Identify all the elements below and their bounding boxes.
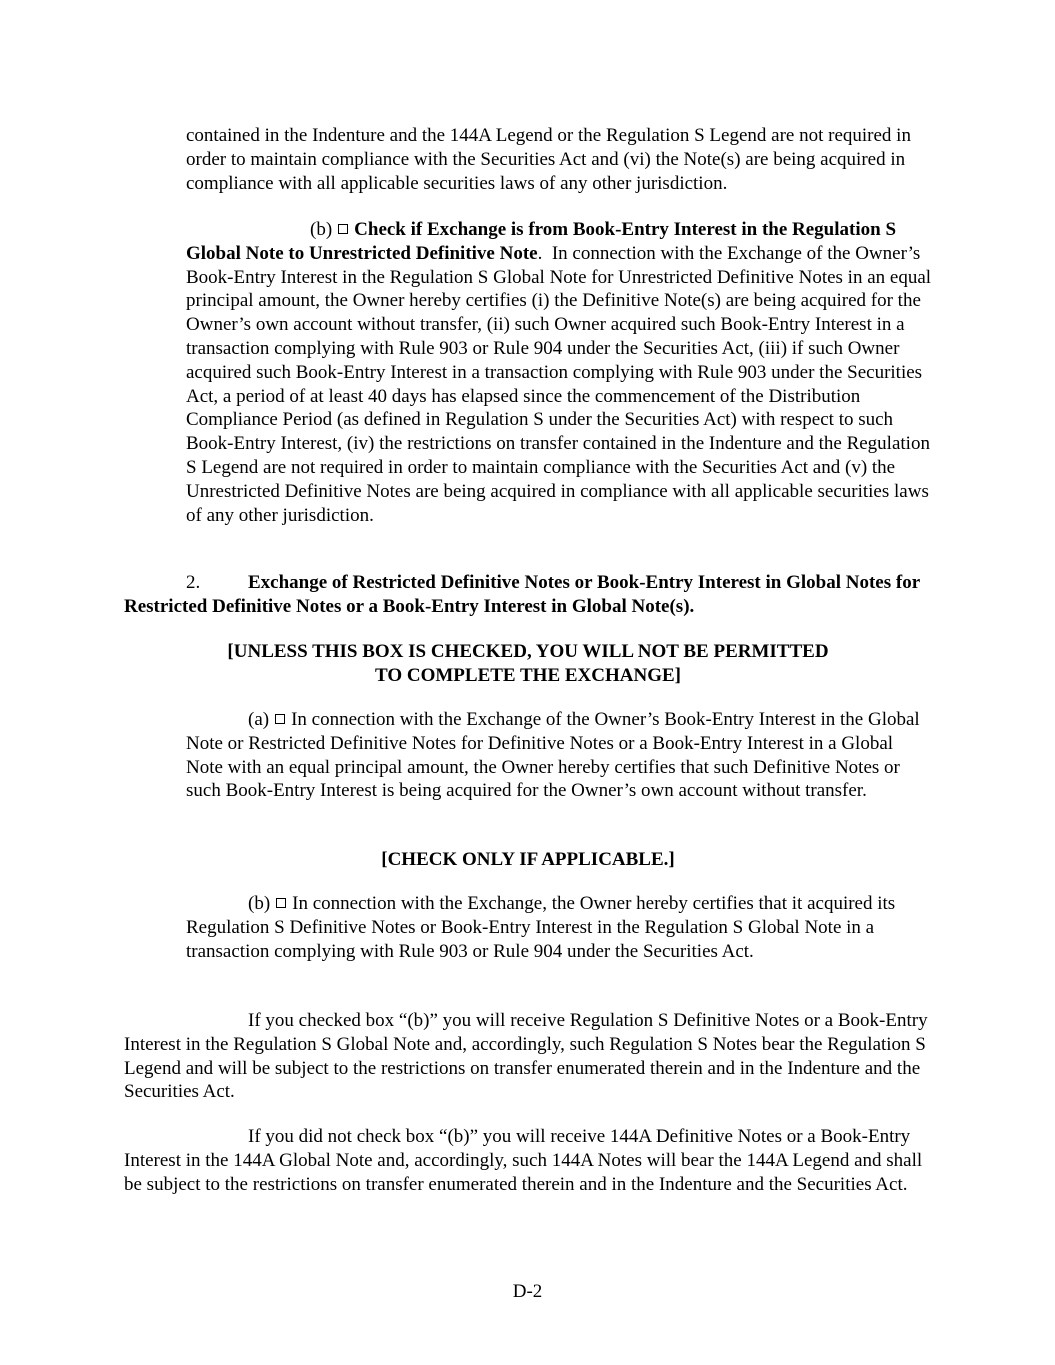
section-1b-heading: Check if Exchange is from Book-Entry Interest in the Regulation S Global Note to Unrestricted Definitive Note — [186, 219, 897, 264]
section-2a-paragraph — [186, 708, 932, 803]
section-2b-label: (b) — [248, 893, 271, 914]
checkbox-empty-icon[interactable] — [338, 224, 348, 234]
section-1b-heading-end: . — [537, 242, 543, 264]
section-2b-body: In connection with the Exchange, the Owner hereby certifies that it acquired its Regulation S Definitive Notes or Book-Entry Interest in the Regulation S Global Note in a transaction complying with Rule 903 or Rule 904 under the Securities Act. — [186, 893, 896, 962]
unless-checked-notice — [124, 640, 932, 688]
checkbox-empty-icon[interactable] — [275, 714, 285, 724]
section-2a-label: (a) — [248, 709, 270, 730]
section-2-heading-paragraph — [124, 571, 932, 619]
section-2-heading: Exchange of Restricted Definitive Notes or Book-Entry Interest in Global Notes for Restricted Definitive Notes or a Book-Entry Interest in Global Note(s). — [124, 572, 920, 617]
section-1b-label: (b) — [310, 219, 333, 240]
continuation-paragraph: contained in the Indenture and the 144A Legend or the Regulation S Legend are not required in order to maintain compliance with the Securities Act and (vi) the Note(s) are being acquired in compliance with all applicable securities laws of any other jurisdiction. — [186, 125, 911, 194]
section-1b-paragraph — [186, 218, 932, 527]
section-1b-body: In connection with the Exchange of the Owner’s Book-Entry Interest in the Regulation S Global Note for Unrestricted Definitive Notes in an equal principal amount, the Owner hereby certifies (i) the Definitive Note(s) are being acquired for the Owner’s own account without transfer, (ii) such Owner acquired such Book-Entry Interest in a transaction complying with Rule 903 or Rule 904 under the Securities Act, (iii) if such Owner acquired such Book-Entry Interest in a transaction complying with Rule 903 under the Securities Act, a period of at least 40 days has elapsed since the commencement of the Distribution Compliance Period (as defined in Regulation S under the Securities Act) with respect to such Book-Entry Interest, (iv) the restrictions on transfer contained in the Indenture and the Regulation S Legend are not required in order to maintain compliance with the Securities Act and (v) the Unrestricted Definitive Notes are being acquired in compliance with all applicable securities laws of any other jurisdiction. — [186, 242, 932, 526]
section-2b-paragraph — [186, 892, 932, 963]
if-checked-paragraph: If you checked box “(b)” you will receive Regulation S Definitive Notes or a Book-Entry Interest in the Regulation S Global Note and, accordingly, such Regulation S Notes bear the Regulation S Legend and will be subject to the restrictions on transfer enumerated therein and in the Indenture and the Securities Act. — [124, 1010, 928, 1103]
notice-line-1: [UNLESS THIS BOX IS CHECKED, YOU WILL NOT BE PERMITTED — [227, 641, 829, 662]
section-2-number: 2. — [186, 572, 201, 593]
notice-line-2: TO COMPLETE THE EXCHANGE] — [375, 664, 681, 686]
if-not-checked-paragraph: If you did not check box “(b)” you will receive 144A Definitive Notes or a Book-Entry Interest in the 144A Global Note and, accordingly, such 144A Notes will bear the 144A Legend and shall be subject to the restrictions on transfer enumerated therein and in the Indenture and the Securities Act. — [124, 1126, 923, 1195]
section-2a-body: In connection with the Exchange of the Owner’s Book-Entry Interest in the Global Note or Restricted Definitive Notes for Definitive Notes or a Book-Entry Interest in a Global Note with an equal principal amount, the Owner hereby certifies that such Definitive Notes or such Book-Entry Interest is being acquired for the Owner’s own account without transfer. — [186, 709, 920, 802]
page-number: D-2 — [512, 1281, 543, 1302]
checkbox-empty-icon[interactable] — [276, 898, 286, 908]
check-only-if-applicable: [CHECK ONLY IF APPLICABLE.] — [381, 849, 675, 870]
